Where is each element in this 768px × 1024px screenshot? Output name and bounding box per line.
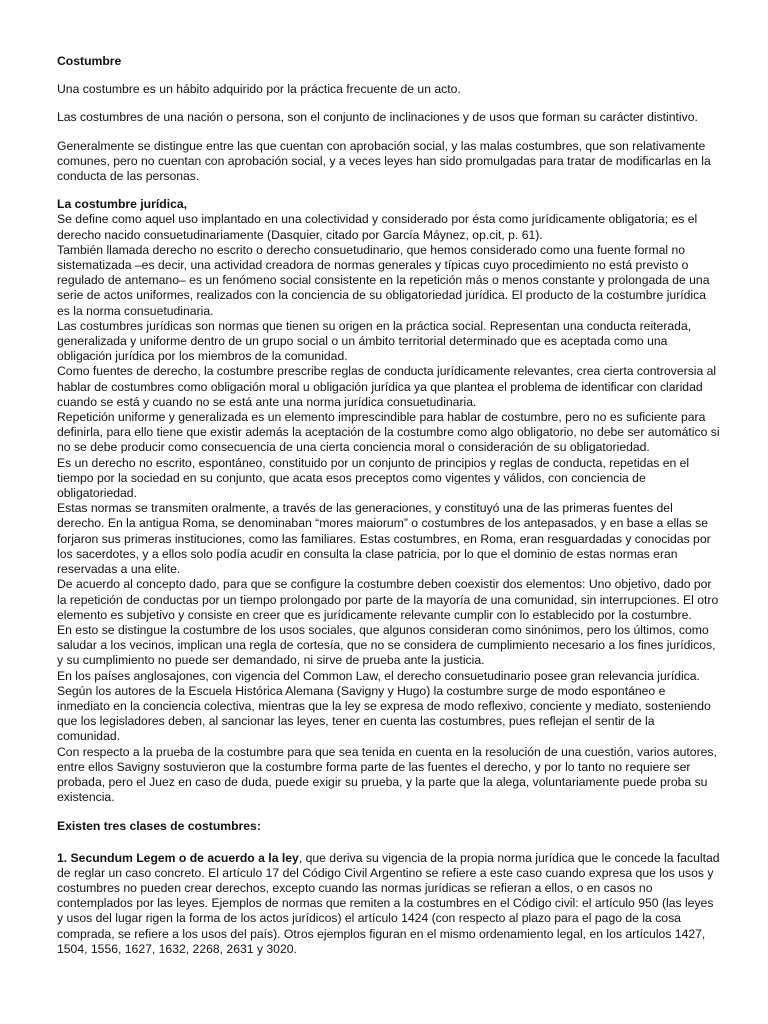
juridica-paragraph: Según los autores de la Escuela Histórica Alemana (Savigny y Hugo) la costumbre surge de modo espontáneo e inmediato en la conciencia colectiva, mientras que la ley se expresa de modo reflexivo, conciente y mediato, sosteniendo que los legisladores deben, al sancionar las leyes, tener en cuenta las costumbres, pues reflejan el sentir de la comunidad. xyxy=(57,683,711,744)
juridica-paragraph: Repetición uniforme y generalizada es un elemento imprescindible para hablar de costumbre, pero no es suficiente para definirla, para ello tiene que existir además la aceptación de la costumbre como algo obligatorio, no debe ser automático si no se debe producir como consecuencia de una cierta conciencia moral o consideración de su obligatoriedad. xyxy=(57,410,720,455)
paragraph-definition: Una costumbre es un hábito adquirido por la práctica frecuente de un acto. xyxy=(57,82,461,97)
paragraph-nation: Las costumbres de una nación o persona, son el conjunto de inclinaciones y de usos que forman su carácter distintivo. xyxy=(57,110,698,125)
juridica-paragraph: Como fuentes de derecho, la costumbre prescribe reglas de conducta jurídicamente relevantes, crea cierta controversia al hablar de costumbres como obligación moral u obligación jurídica ya que plantea el problema de identificar con claridad cuando se está y cuando no se está ante una norma jurídica consuetudinaria. xyxy=(57,364,717,409)
clase-item-1 xyxy=(57,851,720,957)
juridica-paragraph: También llamada derecho no escrito o derecho consuetudinario, que hemos considerado como una fuente formal no sistematizada –es decir, una actividad creadora de normas generales y típicas cuyo procedimiento no está previsto o regulado de antemano– es un fenómeno social consistente en la repetición más o menos constante y prolongada de una serie de actos uniformes, realizados con la conciencia de su obligatoriedad jurídica. El producto de la costumbre jurídica es la norma consuetudinaria. xyxy=(57,242,710,318)
clases-heading: Existen tres clases de costumbres: xyxy=(57,819,261,834)
clase-item-1-lead: 1. Secundum Legem o de acuerdo a la ley xyxy=(57,850,299,865)
document-title: Costumbre xyxy=(57,54,122,68)
juridica-paragraph: Las costumbres jurídicas son normas que tienen su origen en la práctica social. Representan una conducta reiterada, generalizada y uniforme dentro de un grupo social o un ámbito territorial determinado que es aceptada como una obligación jurídica por los miembros de la comunidad. xyxy=(57,318,692,364)
juridica-paragraph: En los países anglosajones, con vigencia del Common Law, el derecho consuetudinario posee gran relevancia jurídica. xyxy=(57,668,700,683)
clase-item-1-text: , que deriva su vigencia de la propia norma jurídica que le concede la facultad de reglar un caso concreto. El artículo 17 del Código Civil Argentino se refiere a este caso cuando expresa que los usos y costumbres no pueden crear derechos, excepto cuando las normas jurídicas se refieran a ellos, o en casos no contemplados por las leyes. Ejemplos de normas que remiten a la costumbres en el Código civil: el artículo 950 (las leyes y usos del lugar rigen la forma de los actos jurídicos) el artículo 1424 (con respecto al plazo para el pago de la cosa comprada, se refiere a los usos del país). Otros ejemplos figuran en el mismo ordenamiento legal, en los artículos 1427, 1504, 1556, 1627, 1632, 2268, 2631 y 3020. xyxy=(57,850,720,956)
juridica-paragraph: Se define como aquel uso implantado en una colectividad y considerado por ésta como jurídicamente obligatoria; es el derecho nacido consuetudinariamente (Dasquier, citado por García Máynez, op.cit, p. 61). xyxy=(57,212,698,242)
juridica-paragraph: Con respecto a la prueba de la costumbre para que sea tenida en cuenta en la resolución de una cuestión, varios autores, entre ellos Savigny sostuvieron que la costumbre forma parte de las fuentes el derecho, y por lo tanto no requiere ser probada, pero el Juez en caso de duda, puede exigir su prueba, y la parte que la alega, voluntariamente puede proba su existencia. xyxy=(57,744,717,805)
juridica-paragraph: Estas normas se transmiten oralmente, a través de las generaciones, y constituyó una de las primeras fuentes del derecho. En la antigua Roma, se denominaban “mores maiorum” o costumbres de los antepasados, y en base a ellas se forjaron sus primeras instituciones, como las familiares. Estas costumbres, en Roma, eran resguardadas y conocidas por los sacerdotes, y a ellos solo podía acudir en consulta la clase patricia, por lo que el dominio de estas normas eran reservadas a una elite. xyxy=(57,501,711,577)
juridica-paragraph: De acuerdo al concepto dado, para que se configure la costumbre deben coexistir dos elementos: Uno objetivo, dado por la repetición de conductas por un tiempo prolongado por parte de la mayoría de una comunidad, sin interrupciones. El otro elemento es subjetivo y consiste en creer que es jurídicamente relevante cumplir con lo establecido por la costumbre. xyxy=(57,577,719,622)
juridica-heading: La costumbre jurídica, xyxy=(57,197,188,212)
juridica-section xyxy=(57,197,720,805)
juridica-paragraph: En esto se distingue la costumbre de los usos sociales, que algunos consideran como sinónimos, pero los últimos, como saludar a los vecinos, implican una regla de cortesía, que no se considera de cumplimiento necesario a los fines jurídicos, y su cumplimiento no puede ser demandado, ni sirve de prueba ante la justicia. xyxy=(57,622,716,668)
paragraph-social-approval: Generalmente se distingue entre las que cuentan con aprobación social, y las malas costumbres, que son relativamente comunes, pero no cuentan con aprobación social, y a veces leyes han sido promulgadas para tratar de modificarlas en la conducta de las personas. xyxy=(57,138,711,184)
juridica-paragraph: Es un derecho no escrito, espontáneo, constituido por un conjunto de principios y reglas de conducta, repetidas en el tiempo por la sociedad en su conjunto, que acata esos preceptos como vigentes y válidos, con conciencia de obligatoriedad. xyxy=(57,455,690,501)
